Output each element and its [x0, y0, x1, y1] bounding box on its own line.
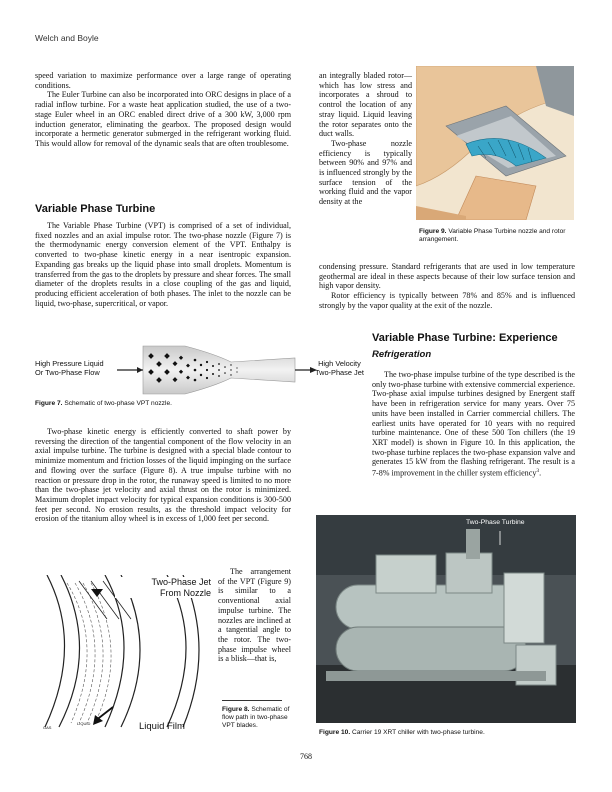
paragraph-end: .	[539, 468, 542, 478]
subsection-heading-refrigeration: Refrigeration	[372, 349, 432, 360]
right-column-mid	[319, 262, 575, 311]
fig7-outlet-label-line: High Velocity	[318, 359, 361, 368]
left-column-mid	[35, 427, 291, 524]
right-column-top	[319, 71, 412, 207]
chiller-photo	[316, 515, 576, 723]
caption-label: Figure 7.	[35, 400, 63, 407]
figure-7-caption	[35, 400, 172, 408]
figure-10-image	[316, 515, 576, 723]
left-column-arrangement	[218, 567, 291, 664]
paragraph: The arrangement of the VPT (Figure 9) is similar to a conventional axial impulse turbine. The nozzles are inclined at a tangential angle to the rotor. The two-phase impulse wheel is a blisk—that is,	[218, 567, 291, 664]
fig8-film-label: Liquid Film	[139, 721, 185, 732]
paragraph: speed variation to maximize performance over a large range of operating conditions.	[35, 71, 291, 90]
page-number: 768	[300, 752, 312, 761]
citation: 3	[536, 468, 540, 475]
jet-arrow-icon	[91, 589, 103, 597]
paragraph: condensing pressure. Standard refrigerants that are used in low temperature geothermal are ideal in these aspects because of their low surface tension and high vapor density.	[319, 262, 575, 291]
caption-label: Figure 9.	[419, 228, 447, 235]
fig7-inlet-label	[35, 359, 104, 377]
figure-8-caption	[222, 706, 296, 730]
paragraph: The Euler Turbine can also be incorporated into ORC designs in place of a radial inflow turbine. For a waste heat application studied, the use of a two-stage Euler wheel in an ORC enabled direct drive of a 300 kW, 3,000 rpm induction generator, eliminating the gearbox. The proposed design would incorporate a hermetic generator submerged in the refrigerant working fluid. This would allow for removal of the dynamic seals that are often troublesome.	[35, 90, 291, 148]
flow-streamlines	[67, 583, 111, 723]
fig8-liquid-label: LIQUID	[77, 721, 91, 726]
fig8-jet-label-line: Two-Phase Jet	[151, 577, 211, 587]
right-column-refrigeration	[319, 370, 575, 478]
fig7-inlet-label-line: High Pressure Liquid	[35, 359, 104, 368]
fig7-outlet-label-line: Two-Phase Jet	[315, 368, 364, 377]
figure-9-image	[416, 66, 574, 220]
caption-label: Figure 8.	[222, 706, 250, 713]
fig10-turbine-label: Two-Phase Turbine	[466, 519, 525, 526]
section-heading-vpt: Variable Phase Turbine	[35, 203, 156, 215]
caption-text: Carrier 19 XRT chiller with two-phase turbine.	[350, 729, 485, 736]
left-column-vpt	[35, 221, 291, 308]
paragraph: Two-phase nozzle efficiency is typically between 90% and 97% and is influenced strongly by the surface tension of the working fluid and the vapor density at the	[319, 138, 412, 207]
figure-10-caption	[319, 729, 485, 737]
inlet-arrow-head	[137, 367, 143, 373]
fig7-inlet-label-line: Or Two-Phase Flow	[35, 368, 100, 377]
turbine-render	[416, 66, 574, 220]
left-column-top	[35, 71, 291, 149]
figure-9-caption	[419, 228, 575, 244]
running-head: Welch and Boyle	[35, 33, 99, 43]
figure-7	[35, 340, 365, 400]
paragraph: Two-phase kinetic energy is efficiently converted to shaft power by reversing the direction of the tangential component of the flow velocity in an axial impulse turbine. The turbine is designed with a special blade contour to minimize momentum and friction losses of the liquid impinging on the surface and flowing over the surface (Figure 8). A true impulse turbine with no reaction or pressure drop in the rotor, the runaway speed is limited to no more than the two-phase jet velocity and axial thrust on the rotor is minimized. Maximum droplet impact velocity for typical expansion conditions is 300-500 feet per second. No erosion results, as the threshold impact velocity for erosion of the titanium alloy wheel is in excess of 1,000 feet per second.	[35, 427, 291, 524]
paragraph: The Variable Phase Turbine (VPT) is comprised of a set of individual, fixed nozzles and an axial impulse rotor. The two-phase nozzle (Figure 7) is the thermodynamic energy conversion element of the VPT. Enthalpy is converted to two-phase kinetic energy in a near isentropic expansion. Expanding gas breaks up the liquid phase into small droplets. Momentum is transferred from the gas to the droplets by pressure and shear forces. The small diameter of the droplets results in a close coupling of the gas and liquid, producing efficient acceleration of both phases. The inlet to the nozzle can be liquid, two-phase, supercritical, or vapor.	[35, 221, 291, 308]
caption-text: Schematic of two-phase VPT nozzle.	[62, 400, 172, 407]
fig8-gas-label: GAS	[43, 725, 52, 730]
fig8-jet-label	[115, 577, 211, 598]
figure-8	[35, 575, 215, 740]
caption-rule	[222, 700, 282, 701]
blade-schematic	[35, 575, 215, 740]
paragraph	[319, 370, 575, 478]
paragraph: an integrally bladed rotor—which has low stress and incorporates a shroud to control the location of any stray liquid. Liquid leaving the rotor separates onto the duct walls.	[319, 71, 412, 139]
fig8-jet-label-line: From Nozzle	[159, 587, 211, 598]
caption-label: Figure 10.	[319, 729, 351, 736]
paragraph: Rotor efficiency is typically between 78% and 85% and is influenced strongly by the vapor quality at the exit of the nozzle.	[319, 291, 575, 310]
paragraph-text: The two-phase impulse turbine of the type described is the only two-phase turbine with extensive commercial experience. Two-phase axial impulse turbines designed by Energent staff have been in refrigeration service for many years. Over 75 units have been installed in Carrier commercial chillers. The earliest units have operated for 10 years with no required turbine maintenance. One of these 500 Ton chillers (the 19 XRT model) is shown in Figure 10. In this application, the two-phase turbine replaces the two-phase expansion valve and generates 15 kW from the flashing refrigerant. The result is a 7-8% improvement in the chiller system efficiency	[372, 370, 575, 478]
caption-text: Schematic of flow path in two-phase VPT blades.	[222, 706, 290, 729]
section-heading-experience: Variable Phase Turbine: Experience	[372, 332, 558, 344]
caption-text: Variable Phase Turbine nozzle and rotor arrangement.	[419, 228, 566, 243]
